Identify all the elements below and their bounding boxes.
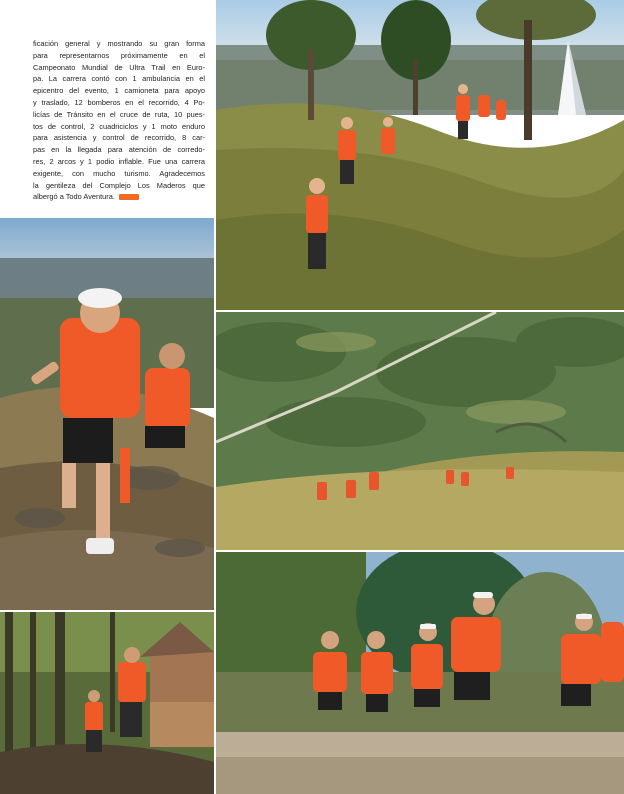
article-line: pa. La carrera contó con 1 ambulancia en el (33, 74, 205, 84)
article-line: la gentileza del Complejo Los Maderos que (33, 180, 205, 190)
article-line: Campeonato Mundial de Ultra Trail en Euro- (33, 62, 205, 72)
photo-group-road-run (216, 552, 624, 794)
photo-rocky-trail-runners (0, 218, 214, 610)
article-line: albergó a Todo Aventura. (33, 192, 115, 202)
article-line: epicentro del evento, 1 camioneta para apoyo (33, 86, 205, 96)
article-line: licías de Tránsito en el cruce de ruta, 10 pues- (33, 109, 205, 119)
article-line: para asistencia y control de recorrido, 8 car- (33, 133, 205, 143)
article-line: ficación general y mostrando su gran forma (33, 39, 205, 48)
photo-wooded-path (0, 612, 214, 794)
article-text (33, 38, 205, 212)
end-of-article-mark (119, 194, 139, 200)
photo-valley-view (216, 312, 624, 550)
article-line: exigente, con mucho turismo. Agradecemos (33, 168, 205, 178)
article-line: tos de control, 2 cuadriciclos y 1 moto enduro (33, 121, 205, 131)
article-line: pas en la llegada para atención de corredo- (33, 145, 205, 155)
article-line: y traslado, 12 bomberos en el recorrido, 4 Po- (33, 97, 205, 107)
article-line: res, 2 arcos y 1 podio inflable. Fue una carrera (33, 156, 205, 166)
article-line: para representarnos próximamente en el (33, 50, 205, 60)
photo-hillside-runners (216, 0, 624, 310)
